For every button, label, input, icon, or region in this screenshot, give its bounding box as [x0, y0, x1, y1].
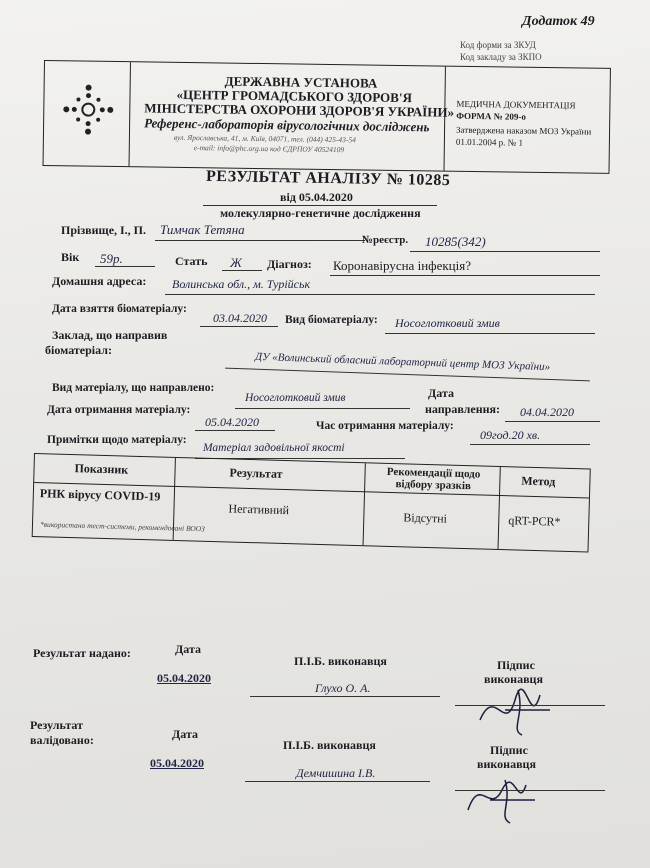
- table-header-indicator: Показник: [74, 461, 129, 477]
- institution-line4: Референс-лабораторія вірусологічних досліджень: [144, 115, 430, 135]
- med-doc-approved: Затверджена наказом МОЗ України: [455, 124, 592, 137]
- sample-type-line: [385, 333, 595, 334]
- institution-line2: «ЦЕНТР ГРОМАДСЬКОГО ЗДОРОВ'Я: [176, 86, 413, 106]
- given-executor-value: Глухо О. А.: [315, 681, 371, 695]
- sex-label: Стать: [175, 254, 208, 268]
- validated-label-line2: валідовано:: [30, 733, 94, 747]
- result-title: РЕЗУЛЬТАТ АНАЛІЗУ № 10285: [205, 167, 451, 190]
- age-line: [95, 266, 155, 267]
- sex-value: Ж: [230, 255, 242, 270]
- given-date-label: Дата: [175, 642, 201, 656]
- given-label: Результат надано:: [33, 646, 131, 660]
- validated-executor-label: П.І.Б. виконавця: [283, 738, 376, 752]
- validated-date-label: Дата: [172, 727, 198, 741]
- received-date-label: Дата отримання матеріалу:: [47, 404, 191, 416]
- table-cell-result: Негативний: [228, 501, 290, 518]
- institution-code-label: Код закладу за ЗКПО: [460, 52, 542, 62]
- validated-executor-value: Демчишина І.В.: [296, 766, 376, 780]
- table-header-recommendations: Рекомендації щодо відбору зразків: [386, 465, 481, 493]
- sender-label-line2: біоматеріал:: [45, 343, 112, 357]
- received-time-line: [470, 444, 590, 445]
- age-label: Вік: [61, 250, 80, 264]
- sent-date-label-line2: направлення:: [425, 402, 501, 416]
- received-time-label: Час отримання матеріалу:: [316, 420, 454, 432]
- given-executor-line: [250, 696, 440, 697]
- header-box: [43, 60, 611, 174]
- sent-date-label-line1: Дата: [428, 386, 454, 400]
- table-header-result: Результат: [229, 465, 283, 481]
- notes-value: Матеріал задовільної якості: [203, 442, 345, 454]
- given-executor-label: П.І.Б. виконавця: [294, 654, 387, 668]
- sent-date-line: [505, 421, 600, 422]
- table-footnote: *використано тест-системи, рекомендовані ВООЗ: [39, 519, 205, 534]
- given-signature-line: [455, 705, 605, 706]
- cross-emblem-icon: [58, 79, 119, 140]
- registration-label: №реєстр.: [362, 234, 409, 246]
- table-cell-method: qRT-PCR*: [508, 513, 561, 529]
- name-label: Прізвище, І., П.: [61, 223, 147, 237]
- sender-value: ДУ «Волинський обласний лабораторний центр МОЗ України»: [254, 350, 551, 374]
- registration-value: 10285(342): [425, 234, 486, 249]
- received-time-value: 09год.20 хв.: [480, 428, 541, 442]
- validated-executor-line: [245, 781, 430, 782]
- given-signature-label-line2: виконавця: [484, 672, 543, 686]
- table-cell-recommendations: Відсутні: [403, 510, 448, 526]
- signature-icon: [470, 680, 560, 740]
- received-date-line: [195, 430, 275, 431]
- received-date-value: 05.04.2020: [205, 415, 259, 429]
- institution-line1: ДЕРЖАВНА УСТАНОВА: [224, 73, 378, 91]
- address-value: Волинська обл., м. Турійськ: [172, 277, 311, 291]
- sender-label-line1: Заклад, що направив: [52, 328, 168, 342]
- institution-address: вул. Ярославська, 41, м. Київ, 04071, тел. (044) 425-43-54: [173, 132, 357, 145]
- sample-date-line: [200, 326, 278, 327]
- sample-type-label: Вид біоматеріалу:: [285, 314, 378, 326]
- signature-icon: [460, 765, 550, 825]
- sample-type-value: Носоглотковий змив: [395, 316, 500, 330]
- appendix-label: Додаток 49: [522, 14, 595, 29]
- diagnosis-label: Діагноз:: [267, 257, 312, 271]
- validated-signature-line: [455, 790, 605, 791]
- sent-type-value: Носоглотковий змив: [245, 392, 346, 404]
- results-table: [32, 453, 591, 553]
- validated-signature-label-line2: виконавця: [477, 757, 536, 771]
- validated-label-line1: Результат: [30, 718, 84, 732]
- form-code-label: Код форми за ЗКУД: [460, 40, 536, 50]
- logo-cell: [44, 61, 131, 166]
- address-line: [165, 294, 595, 295]
- given-date-value: 05.04.2020: [157, 671, 211, 685]
- sex-line: [222, 270, 262, 271]
- result-date: від 05.04.2020: [280, 190, 353, 204]
- table-header-method: Метод: [521, 473, 556, 489]
- sent-type-line: [235, 408, 410, 409]
- validated-date-value: 05.04.2020: [150, 756, 204, 770]
- table-cell-indicator: РНК вірусу COVID-19: [39, 486, 161, 504]
- age-value: 59р.: [100, 251, 123, 266]
- med-doc-form: ФОРМА № 209-о: [456, 110, 527, 122]
- diagnosis-value: Коронавірусна інфекція?: [333, 258, 471, 273]
- sample-date-label: Дата взяття біоматеріалу:: [52, 303, 187, 315]
- sent-date-value: 04.04.2020: [520, 405, 574, 419]
- sent-type-label: Вид матеріалу, що направлено:: [52, 382, 215, 394]
- result-subtitle: молекулярно-генетичне дослідження: [220, 206, 421, 220]
- sample-date-value: 03.04.2020: [213, 311, 267, 325]
- notes-label: Примітки щодо матеріалу:: [47, 434, 187, 446]
- name-line: [155, 240, 365, 241]
- name-value: Тимчак Тетяна: [160, 222, 245, 237]
- validated-signature-label-line1: Підпис: [490, 743, 528, 757]
- institution-contacts: e-mail: info@phc.org.ua код ЄДРПОУ 40524109: [193, 143, 345, 155]
- address-label: Домашня адреса:: [52, 274, 147, 288]
- med-doc-line1: МЕДИЧНА ДОКУМЕНТАЦІЯ: [456, 98, 576, 111]
- given-signature-label-line1: Підпис: [497, 658, 535, 672]
- institution-line3: МІНІСТЕРСТВА ОХОРОНИ ЗДОРОВ'Я УКРАЇНИ»: [144, 100, 455, 120]
- registration-line: [410, 251, 600, 252]
- diagnosis-line: [330, 275, 600, 276]
- med-doc-date: 01.01.2004 р. № 1: [455, 136, 524, 148]
